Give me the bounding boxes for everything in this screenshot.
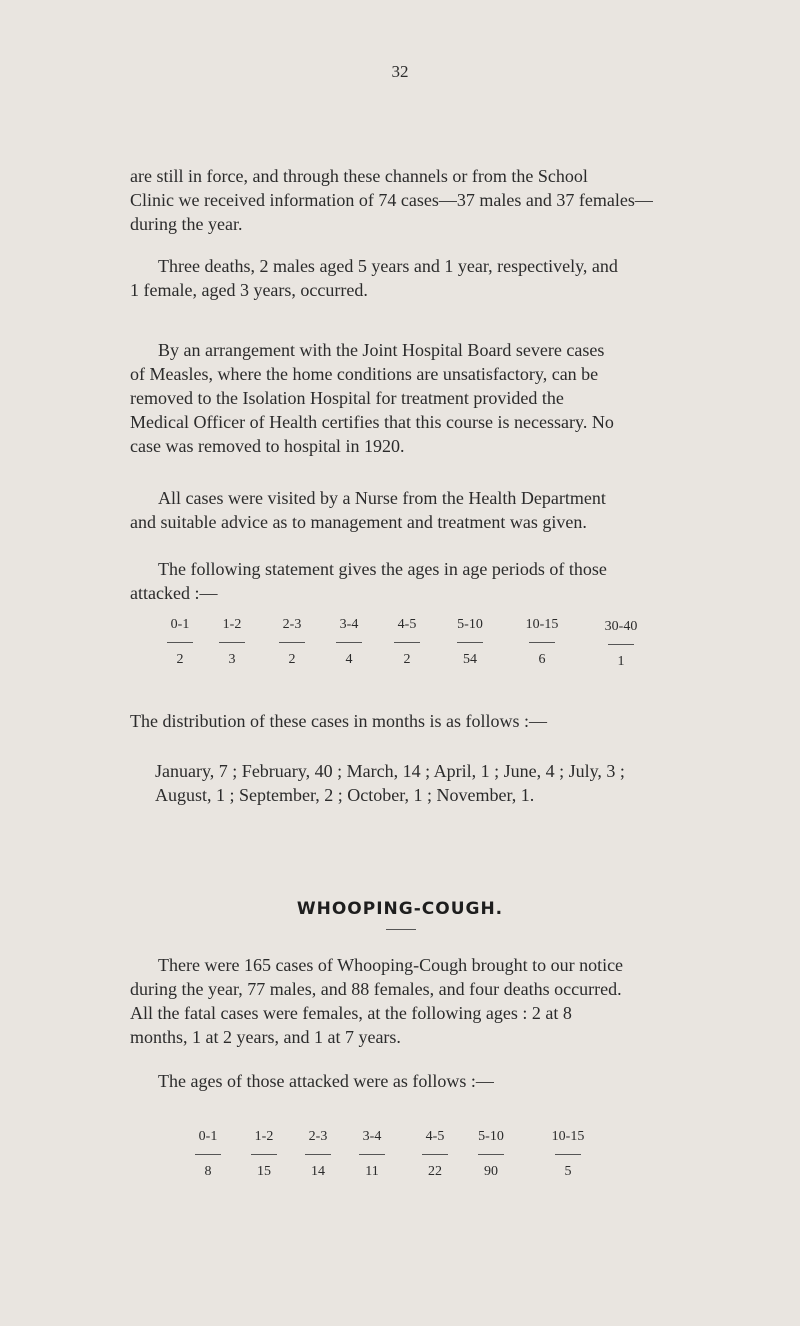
divider xyxy=(608,644,634,645)
age-column xyxy=(440,614,500,671)
age-count: 2 xyxy=(176,652,184,667)
whooping-para-1 xyxy=(130,953,710,1049)
page-number: 32 xyxy=(391,62,409,81)
divider xyxy=(555,1154,581,1155)
text-line: during the year, 77 males, and 88 females, and four deaths occurred. xyxy=(130,979,622,999)
divider xyxy=(394,642,420,643)
age-count: 1 xyxy=(617,654,625,669)
text-line: Medical Officer of Health certifies that this course is necessary. No xyxy=(130,412,614,432)
age-column xyxy=(319,614,379,671)
divider xyxy=(195,1154,221,1155)
text-line: There were 165 cases of Whooping-Cough brought to our notice xyxy=(158,955,624,975)
age-count: 14 xyxy=(311,1164,325,1179)
text-line: All cases were visited by a Nurse from the Health Department xyxy=(158,488,606,508)
divider xyxy=(529,642,555,643)
age-column xyxy=(405,1126,465,1183)
measles-para-6 xyxy=(130,709,710,733)
measles-para-3 xyxy=(130,338,710,458)
age-period: 4-5 xyxy=(425,1129,445,1144)
divider xyxy=(478,1154,504,1155)
age-period: 1-2 xyxy=(222,617,242,632)
text-line: case was removed to hospital in 1920. xyxy=(130,436,405,456)
age-count: 3 xyxy=(228,652,236,667)
age-count: 5 xyxy=(564,1164,572,1179)
measles-para-4 xyxy=(130,486,710,534)
text-line: months, 1 at 2 years, and 1 at 7 years. xyxy=(130,1027,401,1047)
text-line: All the fatal cases were females, at the following ages : 2 at 8 xyxy=(130,1003,572,1023)
divider xyxy=(279,642,305,643)
age-column xyxy=(512,614,572,671)
age-column xyxy=(288,1126,348,1183)
age-count: 90 xyxy=(484,1164,498,1179)
age-column xyxy=(202,614,262,671)
measles-para-1 xyxy=(130,164,710,236)
age-period: 1-2 xyxy=(254,1129,274,1144)
age-count: 4 xyxy=(345,652,353,667)
divider xyxy=(422,1154,448,1155)
text-line: of Measles, where the home conditions are unsatisfactory, can be xyxy=(130,364,599,384)
text-line: removed to the Isolation Hospital for treatment provided the xyxy=(130,388,564,408)
age-count: 2 xyxy=(288,652,296,667)
divider xyxy=(251,1154,277,1155)
section-heading: WHOOPING-COUGH. xyxy=(296,899,504,919)
age-count: 6 xyxy=(538,652,546,667)
text-line: The following statement gives the ages in age periods of those xyxy=(158,559,607,579)
divider xyxy=(219,642,245,643)
age-period: 3-4 xyxy=(339,617,359,632)
text-line: Three deaths, 2 males aged 5 years and 1 year, respectively, and xyxy=(158,256,618,276)
age-column xyxy=(150,614,210,671)
age-period: 5-10 xyxy=(478,1129,504,1144)
age-count: 15 xyxy=(257,1164,271,1179)
heading-rule xyxy=(386,929,416,930)
text-line: during the year. xyxy=(130,214,243,234)
age-period: 10-15 xyxy=(551,1129,585,1144)
age-column xyxy=(234,1126,294,1183)
age-period: 4-5 xyxy=(397,617,417,632)
text-line: are still in force, and through these channels or from the School xyxy=(130,166,588,186)
age-column xyxy=(178,1126,238,1183)
age-period: 2-3 xyxy=(282,617,302,632)
measles-para-2 xyxy=(130,254,710,302)
measles-para-5 xyxy=(130,557,710,605)
text-line: Clinic we received information of 74 cases—37 males and 37 females— xyxy=(130,190,653,210)
divider xyxy=(336,642,362,643)
text-line: The ages of those attacked were as follows :— xyxy=(158,1071,494,1091)
text-line: By an arrangement with the Joint Hospital Board severe cases xyxy=(158,340,605,360)
age-period: 0-1 xyxy=(170,617,190,632)
text-line: August, 1 ; September, 2 ; October, 1 ; November, 1. xyxy=(155,785,535,805)
text-line: and suitable advice as to management and treatment was given. xyxy=(130,512,587,532)
text-line: January, 7 ; February, 40 ; March, 14 ; April, 1 ; June, 4 ; July, 3 ; xyxy=(155,761,625,781)
text-line: 1 female, aged 3 years, occurred. xyxy=(130,280,368,300)
age-column xyxy=(342,1126,402,1183)
age-period: 0-1 xyxy=(198,1129,218,1144)
age-count: 11 xyxy=(365,1164,379,1179)
age-count: 22 xyxy=(428,1164,442,1179)
divider xyxy=(167,642,193,643)
age-period: 3-4 xyxy=(362,1129,382,1144)
age-count: 2 xyxy=(403,652,411,667)
age-period: 10-15 xyxy=(525,617,559,632)
text-line: The distribution of these cases in months is as follows :— xyxy=(130,711,547,731)
age-column xyxy=(591,616,651,673)
age-count: 54 xyxy=(463,652,477,667)
age-period: 2-3 xyxy=(308,1129,328,1144)
age-column xyxy=(461,1126,521,1183)
divider xyxy=(457,642,483,643)
age-column xyxy=(538,1126,598,1183)
age-column xyxy=(377,614,437,671)
text-line: attacked :— xyxy=(130,583,218,603)
divider xyxy=(305,1154,331,1155)
age-period: 30-40 xyxy=(604,619,638,634)
age-count: 8 xyxy=(204,1164,212,1179)
divider xyxy=(359,1154,385,1155)
measles-month-list xyxy=(155,759,710,807)
age-period: 5-10 xyxy=(457,617,483,632)
whooping-para-2 xyxy=(130,1069,710,1093)
age-column xyxy=(262,614,322,671)
